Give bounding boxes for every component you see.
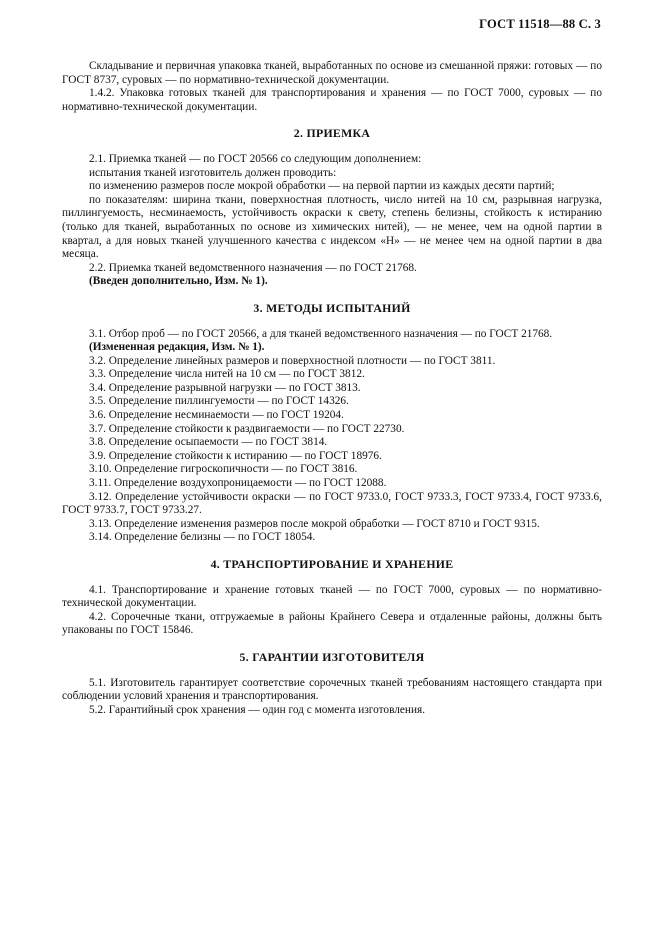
- section-2-paragraph-2: испытания тканей изготовитель должен проводить:: [89, 166, 337, 179]
- intro-paragraph-1: Складывание и первичная упаковка тканей, выработанных по основе из смешанной пряжи: готовых — по ГОСТ 8737, суровых — по нормативно-технической документации.: [62, 60, 602, 86]
- section-3-item: 3.14. Определение белизны — по ГОСТ 18054.: [89, 531, 316, 544]
- section-3-item: 3.9. Определение стойкости к истиранию — по ГОСТ 18976.: [89, 449, 382, 462]
- section-5-title: 5. ГАРАНТИИ ИЗГОТОВИТЕЛЯ: [239, 649, 425, 664]
- section-3-item: 3.7. Определение стойкости к раздвигаемости — по ГОСТ 22730.: [89, 422, 405, 435]
- section-3-item: 3.10. Определение гигроскопичности — по ГОСТ 3816.: [89, 463, 358, 476]
- section-3-item: 3.2. Определение линейных размеров и поверхностной плотности — по ГОСТ 3811.: [89, 354, 496, 367]
- section-3-amendment-note: (Измененная редакция, Изм. № 1).: [89, 341, 265, 354]
- section-3-item: 3.12. Определение устойчивости окраски — по ГОСТ 9733.0, ГОСТ 9733.3, ГОСТ 9733.4, ГОСТ 9733.6, ГОСТ 9733.7, ГОСТ 9733.27.: [62, 490, 602, 517]
- section-2-title: 2. ПРИЕМКА: [293, 126, 371, 141]
- intro-paragraph-2: 1.4.2. Упаковка готовых тканей для транспортирования и хранения — по ГОСТ 7000, суровых — по нормативно-технической документации.: [62, 87, 602, 113]
- page-content: [62, 60, 602, 717]
- section-2-paragraph-4: по показателям: ширина ткани, поверхностная плотность, число нитей на 10 см, разрывная нагрузка, пиллингуемость, несминаемость, устойчивость окраски к свету, степень белизны, стойкость к истиранию (только для тканей, выработанных по основе из химических нитей), — не менее, чем на одной партии в квартал, а для новых тканей улучшенного качества с индексом «Н» — не менее чем на одной партии в два месяца.: [62, 193, 602, 261]
- section-2-paragraph-3: по изменению размеров после мокрой обработки — на первой партии из каждых десяти партий;: [89, 180, 555, 193]
- section-3-item: 3.4. Определение разрывной нагрузки — по ГОСТ 3813.: [89, 381, 361, 394]
- section-5-paragraph-1: 5.1. Изготовитель гарантирует соответствие сорочечных тканей требованиям настоящего стандарта при соблюдении условий хранения и транспортирования.: [62, 676, 602, 703]
- section-4-paragraph-1: 4.1. Транспортирование и хранение готовых тканей — по ГОСТ 7000, суровых — по нормативно-технической документации.: [62, 583, 602, 610]
- section-3-title: 3. МЕТОДЫ ИСПЫТАНИЙ: [253, 300, 411, 315]
- page-header: ГОСТ 11518—88 С. 3: [479, 17, 601, 31]
- section-2-amendment-note: (Введен дополнительно, Изм. № 1).: [89, 275, 268, 288]
- section-3-paragraph-1: 3.1. Отбор проб — по ГОСТ 20566, а для тканей ведомственного назначения — по ГОСТ 21768.: [89, 327, 553, 340]
- section-4-paragraph-2: 4.2. Сорочечные ткани, отгружаемые в районы Крайнего Севера и отдаленные районы, должны быть упакованы по ГОСТ 15846.: [62, 610, 602, 637]
- section-2-paragraph-5: 2.2. Приемка тканей ведомственного назначения — по ГОСТ 21768.: [89, 261, 417, 274]
- section-3-item: 3.8. Определение осыпаемости — по ГОСТ 3814.: [89, 436, 328, 449]
- section-3-item: 3.11. Определение воздухопроницаемости — по ГОСТ 12088.: [89, 477, 387, 490]
- section-2-paragraph-1: 2.1. Приемка тканей — по ГОСТ 20566 со следующим дополнением:: [89, 152, 422, 165]
- section-3-item: 3.5. Определение пиллингуемости — по ГОСТ 14326.: [89, 395, 349, 408]
- section-4-title: 4. ТРАНСПОРТИРОВАНИЕ И ХРАНЕНИЕ: [210, 557, 454, 571]
- section-3-item: 3.6. Определение несминаемости — по ГОСТ 19204.: [89, 409, 344, 422]
- section-3-item: 3.13. Определение изменения размеров после мокрой обработки — ГОСТ 8710 и ГОСТ 9315.: [89, 517, 540, 530]
- section-5-paragraph-2: 5.2. Гарантийный срок хранения — один год с момента изготовления.: [89, 703, 426, 716]
- section-3-item: 3.3. Определение числа нитей на 10 см — по ГОСТ 3812.: [89, 368, 365, 381]
